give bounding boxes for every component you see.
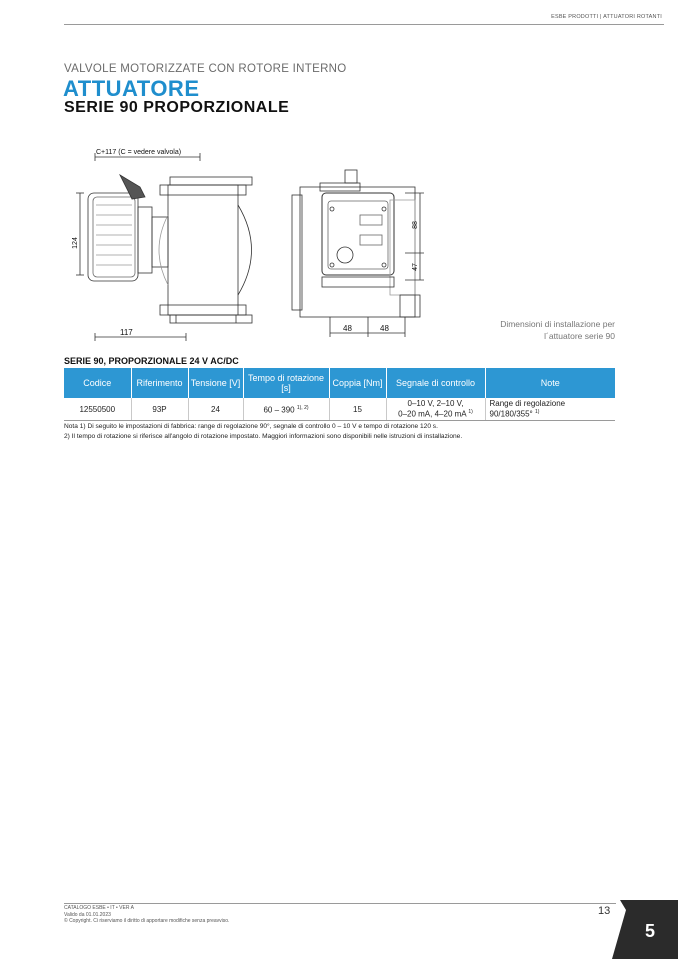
- col-header: Tensione [V]: [188, 368, 243, 398]
- cell-segnale: [386, 398, 485, 421]
- cell-note: [485, 398, 615, 421]
- segnale-line-1: 0–10 V, 2–10 V,: [407, 399, 464, 409]
- header-rule: [64, 24, 664, 25]
- note-line-2-text: 90/180/355°: [489, 409, 533, 419]
- actuator-front: [322, 193, 394, 275]
- dim-left: 124: [72, 237, 79, 249]
- caption-line-2: l´attuatore serie 90: [544, 331, 615, 341]
- handle: [120, 175, 145, 199]
- page-number: 13: [598, 905, 611, 917]
- dim-bottom: 117: [120, 328, 133, 337]
- cell-riferimento: 93P: [131, 398, 188, 421]
- drawing-caption: [455, 318, 615, 342]
- actuator-body: [88, 193, 138, 281]
- note-1: Nota 1) Di seguito le impostazioni di fabbrica: range di regolazione 90°, segnale di controllo 0 – 10 V e tempo di rotazione 120 s.: [64, 423, 438, 430]
- note-line-2: [490, 408, 615, 419]
- footer-info: [64, 905, 229, 925]
- tempo-footnote: 1), 2): [296, 404, 309, 411]
- col-header: Coppia [Nm]: [329, 368, 386, 398]
- segnale-line-2-text: 0–20 mA, 4–20 mA: [398, 409, 467, 419]
- dim-47: 47: [412, 263, 419, 271]
- table-notes: [64, 422, 462, 442]
- page-title: ATTUATORE: [63, 76, 200, 101]
- table-row: [64, 398, 615, 421]
- cell-tempo: [243, 398, 329, 421]
- footer-line-1: CATALOGO ESBE • IT • VER A: [64, 905, 134, 911]
- tempo-value: 60 – 390: [263, 405, 295, 415]
- technical-drawing: [60, 145, 430, 345]
- cell-tensione: 24: [188, 398, 243, 421]
- supertitle: VALVOLE MOTORIZZATE CON ROTORE INTERNO: [64, 63, 347, 75]
- section-title: SERIE 90, PROPORZIONALE 24 V AC/DC: [64, 356, 239, 366]
- col-header: Note: [485, 368, 615, 398]
- footer-line-3: © Copyright. Ci riserviamo il diritto di apportare modifiche senza preavviso.: [64, 918, 230, 924]
- segnale-line-2: [388, 408, 484, 419]
- cell-coppia: 15: [329, 398, 386, 421]
- page-subtitle: SERIE 90 PROPORZIONALE: [64, 99, 290, 116]
- caption-line-1: Dimensioni di installazione per: [500, 319, 615, 329]
- dim-88: 88: [412, 221, 419, 229]
- dim-48-right: 48: [380, 324, 389, 333]
- footer-rule: [64, 903, 616, 904]
- table-header-row: [64, 368, 615, 398]
- cell-codice: 12550500: [64, 398, 131, 421]
- valve-body: [168, 185, 238, 315]
- chapter-number: 5: [645, 921, 656, 941]
- note-line-1: Range di regolazione: [489, 399, 566, 409]
- dim-top: C+117 (C = vedere valvola): [96, 149, 182, 156]
- note-2: 2) Il tempo di rotazione si riferisce all'angolo di rotazione impostato. Maggiori informazioni sono disponibili nelle istruzioni di installazione.: [64, 433, 463, 440]
- valve-front: [300, 187, 415, 317]
- col-header: Riferimento: [131, 368, 188, 398]
- spec-table: [64, 368, 615, 421]
- note-footnote: 1): [534, 409, 540, 416]
- segnale-footnote: 1): [468, 409, 473, 416]
- dim-48-left: 48: [343, 324, 352, 333]
- breadcrumb: ESBE PRODOTTI | ATTUATORI ROTANTI: [551, 14, 662, 20]
- col-header: Tempo di rotazione [s]: [243, 368, 329, 398]
- footer-line-2: Valido da 01.01.2023: [64, 911, 111, 918]
- col-header: Segnale di controllo: [386, 368, 485, 398]
- col-header: Codice: [64, 368, 131, 398]
